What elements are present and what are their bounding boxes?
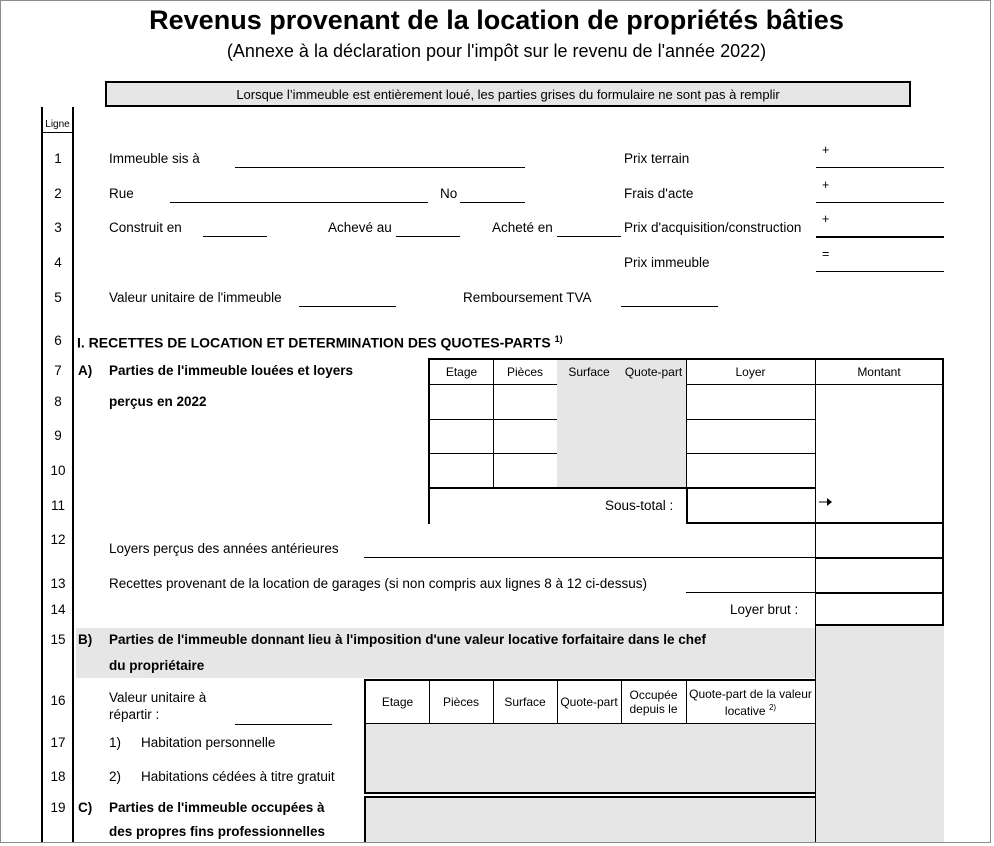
line-number: 14 — [50, 602, 66, 617]
sous-total-cell[interactable] — [686, 488, 816, 524]
table-b-cell — [364, 759, 430, 794]
table-b-cell — [557, 724, 622, 760]
table-b-pieces-header: Pièces — [429, 679, 494, 725]
prix-immeuble-field[interactable] — [816, 271, 944, 272]
col-etage-header: Etage — [428, 358, 494, 385]
col-surface-header: Surface — [557, 358, 622, 385]
valeur-unitaire-label: Valeur unitaire de l'immeuble — [109, 290, 282, 305]
col-pieces-header: Pièces — [493, 358, 558, 385]
rue-label: Rue — [109, 186, 134, 201]
page-title: Revenus provenant de la location de propriétés bâties — [149, 5, 844, 35]
table-b-surface-header: Surface — [493, 679, 558, 725]
construit-en-label: Construit en — [109, 220, 182, 235]
line-number: 15 — [50, 632, 66, 647]
montant-gray-column — [815, 626, 944, 843]
line-number: 2 — [54, 186, 62, 201]
achete-en-field[interactable] — [557, 236, 621, 237]
loyers-anterieurs-field[interactable] — [364, 557, 816, 558]
table-a-cell — [621, 384, 687, 420]
table-b-cell — [686, 759, 816, 794]
section-c-text: Parties de l'immeuble occupées à — [109, 800, 325, 815]
acheve-au-label: Achevé au — [328, 220, 392, 235]
recettes-garages-label: Recettes provenant de la location de garages (si non compris aux lignes 8 à 12 ci-dessus) — [109, 576, 648, 591]
line-number: 5 — [54, 290, 62, 305]
table-a-cell[interactable] — [686, 384, 816, 420]
table-a-cell — [557, 453, 622, 489]
plus-sign: + — [822, 178, 830, 192]
table-b-cell — [621, 759, 687, 794]
line-number: 3 — [54, 220, 62, 235]
table-a-cell — [621, 419, 687, 454]
table-a-cell[interactable] — [493, 419, 558, 454]
b1-label: Habitation personnelle — [141, 735, 276, 750]
acheve-au-field[interactable] — [396, 236, 460, 237]
table-b-etage-header: Etage — [364, 679, 430, 725]
table-a-cell[interactable] — [428, 384, 494, 420]
line-number: 13 — [50, 576, 66, 591]
remboursement-tva-label: Remboursement TVA — [463, 290, 592, 305]
table-a-cell[interactable] — [428, 419, 494, 454]
valeur-unitaire-field[interactable] — [299, 306, 396, 307]
line-number: 4 — [54, 255, 62, 270]
line-number: 9 — [54, 428, 62, 443]
table-b-cell — [493, 759, 558, 794]
table-b-occupee-header: Occupée depuis le — [621, 679, 687, 725]
section-a-text: perçus en 2022 — [109, 394, 207, 409]
table-b-cell — [686, 724, 816, 760]
table-a-cell — [621, 453, 687, 489]
table-a-cell[interactable] — [493, 384, 558, 420]
table-b-cell — [364, 724, 430, 760]
recettes-garages-montant[interactable] — [815, 558, 944, 594]
table-b-cell — [557, 759, 622, 794]
section-c-text: des propres fins professionnelles — [109, 824, 326, 839]
line-number: 19 — [50, 800, 66, 815]
section-b-text: Parties de l'immeuble donnant lieu à l'imposition d'une valeur locative forfaitaire dans le chef — [109, 632, 707, 647]
immeuble-sis-label: Immeuble sis à — [109, 151, 200, 166]
prix-acquisition-label: Prix d'acquisition/construction — [624, 220, 802, 235]
equal-sign: = — [822, 247, 830, 261]
line-number: 17 — [50, 735, 66, 750]
table-a-cell — [557, 384, 622, 420]
table-c-cell — [686, 796, 816, 843]
line-number: 1 — [54, 151, 62, 166]
table-b-quote-valeur-header: Quote-part de la valeur locative $^{2)}$ — [686, 679, 816, 725]
table-a-cell — [557, 419, 622, 454]
construit-en-field[interactable] — [203, 236, 267, 237]
table-b-cell — [621, 724, 687, 760]
table-b-cell — [493, 724, 558, 760]
montant-cell[interactable] — [815, 384, 944, 524]
line-number: 16 — [50, 693, 66, 708]
frais-acte-field[interactable] — [816, 202, 944, 203]
ligne-header: Ligne — [41, 107, 74, 133]
page-subtitle: (Annexe à la déclaration pour l'impôt sur le revenu de l'année 2022) — [226, 41, 767, 61]
loyer-brut-montant[interactable] — [815, 593, 944, 626]
section-a-text: Parties de l'immeuble louées et loyers — [109, 363, 354, 378]
no-field[interactable] — [460, 202, 525, 203]
b1-number: 1) — [109, 735, 122, 750]
col-quote-part-header: Quote-part — [621, 358, 687, 385]
line-number: 11 — [50, 498, 65, 513]
frais-acte-label: Frais d'acte — [624, 186, 694, 201]
loyers-anterieurs-montant[interactable] — [815, 523, 944, 559]
immeuble-sis-field[interactable] — [235, 167, 525, 168]
table-b-cell — [429, 724, 494, 760]
line-number: 7 — [54, 363, 62, 378]
table-a-cell[interactable] — [493, 453, 558, 489]
prix-terrain-field[interactable] — [816, 167, 944, 168]
valeur-repartir-field[interactable] — [235, 724, 332, 725]
section-title: I. RECETTES DE LOCATION ET DETERMINATION DES QUOTES-PARTS $^{1)}$ — [77, 334, 563, 351]
section-a-letter: A) — [78, 363, 93, 378]
arrow-right-icon — [819, 497, 833, 507]
sous-total-label: Sous-total : — [605, 498, 674, 513]
loyers-anterieurs-label: Loyers perçus des années antérieures — [109, 541, 339, 556]
prix-terrain-label: Prix terrain — [624, 151, 690, 166]
b2-label: Habitations cédées à titre gratuit — [141, 769, 335, 784]
table-a-cell[interactable] — [686, 453, 816, 489]
table-a-cell[interactable] — [686, 419, 816, 454]
section-b-letter: B) — [78, 632, 93, 647]
recettes-garages-field[interactable] — [686, 592, 816, 593]
line-number: 18 — [50, 769, 66, 784]
line-number: 12 — [50, 532, 66, 547]
line-number: 8 — [54, 394, 62, 409]
prix-acquisition-field[interactable] — [816, 236, 944, 238]
valeur-repartir-label: répartir : — [109, 707, 160, 722]
loyer-brut-label: Loyer brut : — [730, 602, 799, 617]
col-loyer-header: Loyer — [686, 358, 816, 385]
section-b-text: du propriétaire — [109, 658, 205, 673]
section-c-letter: C) — [78, 800, 93, 815]
table-b-quote-part-header: Quote-part — [557, 679, 622, 725]
achete-en-label: Acheté en — [492, 220, 553, 235]
table-c-cell — [429, 796, 494, 843]
line-number: 10 — [50, 463, 66, 478]
rue-field[interactable] — [170, 202, 428, 203]
col-montant-header: Montant — [815, 358, 944, 385]
table-c-cell — [493, 796, 558, 843]
prix-immeuble-label: Prix immeuble — [624, 255, 710, 270]
remboursement-tva-field[interactable] — [621, 306, 718, 307]
table-a-cell[interactable] — [428, 453, 494, 489]
table-c-cell — [364, 796, 430, 843]
plus-sign: + — [822, 143, 830, 157]
line-number: 6 — [54, 333, 62, 348]
table-c-cell — [557, 796, 622, 843]
b2-number: 2) — [109, 769, 122, 784]
info-banner: Lorsque l’immeuble est entièrement loué, les parties grises du formulaire ne sont pas à remplir — [105, 81, 911, 107]
table-c-cell — [621, 796, 687, 843]
table-b-cell — [429, 759, 494, 794]
no-label: No — [440, 186, 458, 201]
plus-sign: + — [822, 212, 830, 226]
valeur-repartir-label: Valeur unitaire à — [109, 690, 207, 705]
